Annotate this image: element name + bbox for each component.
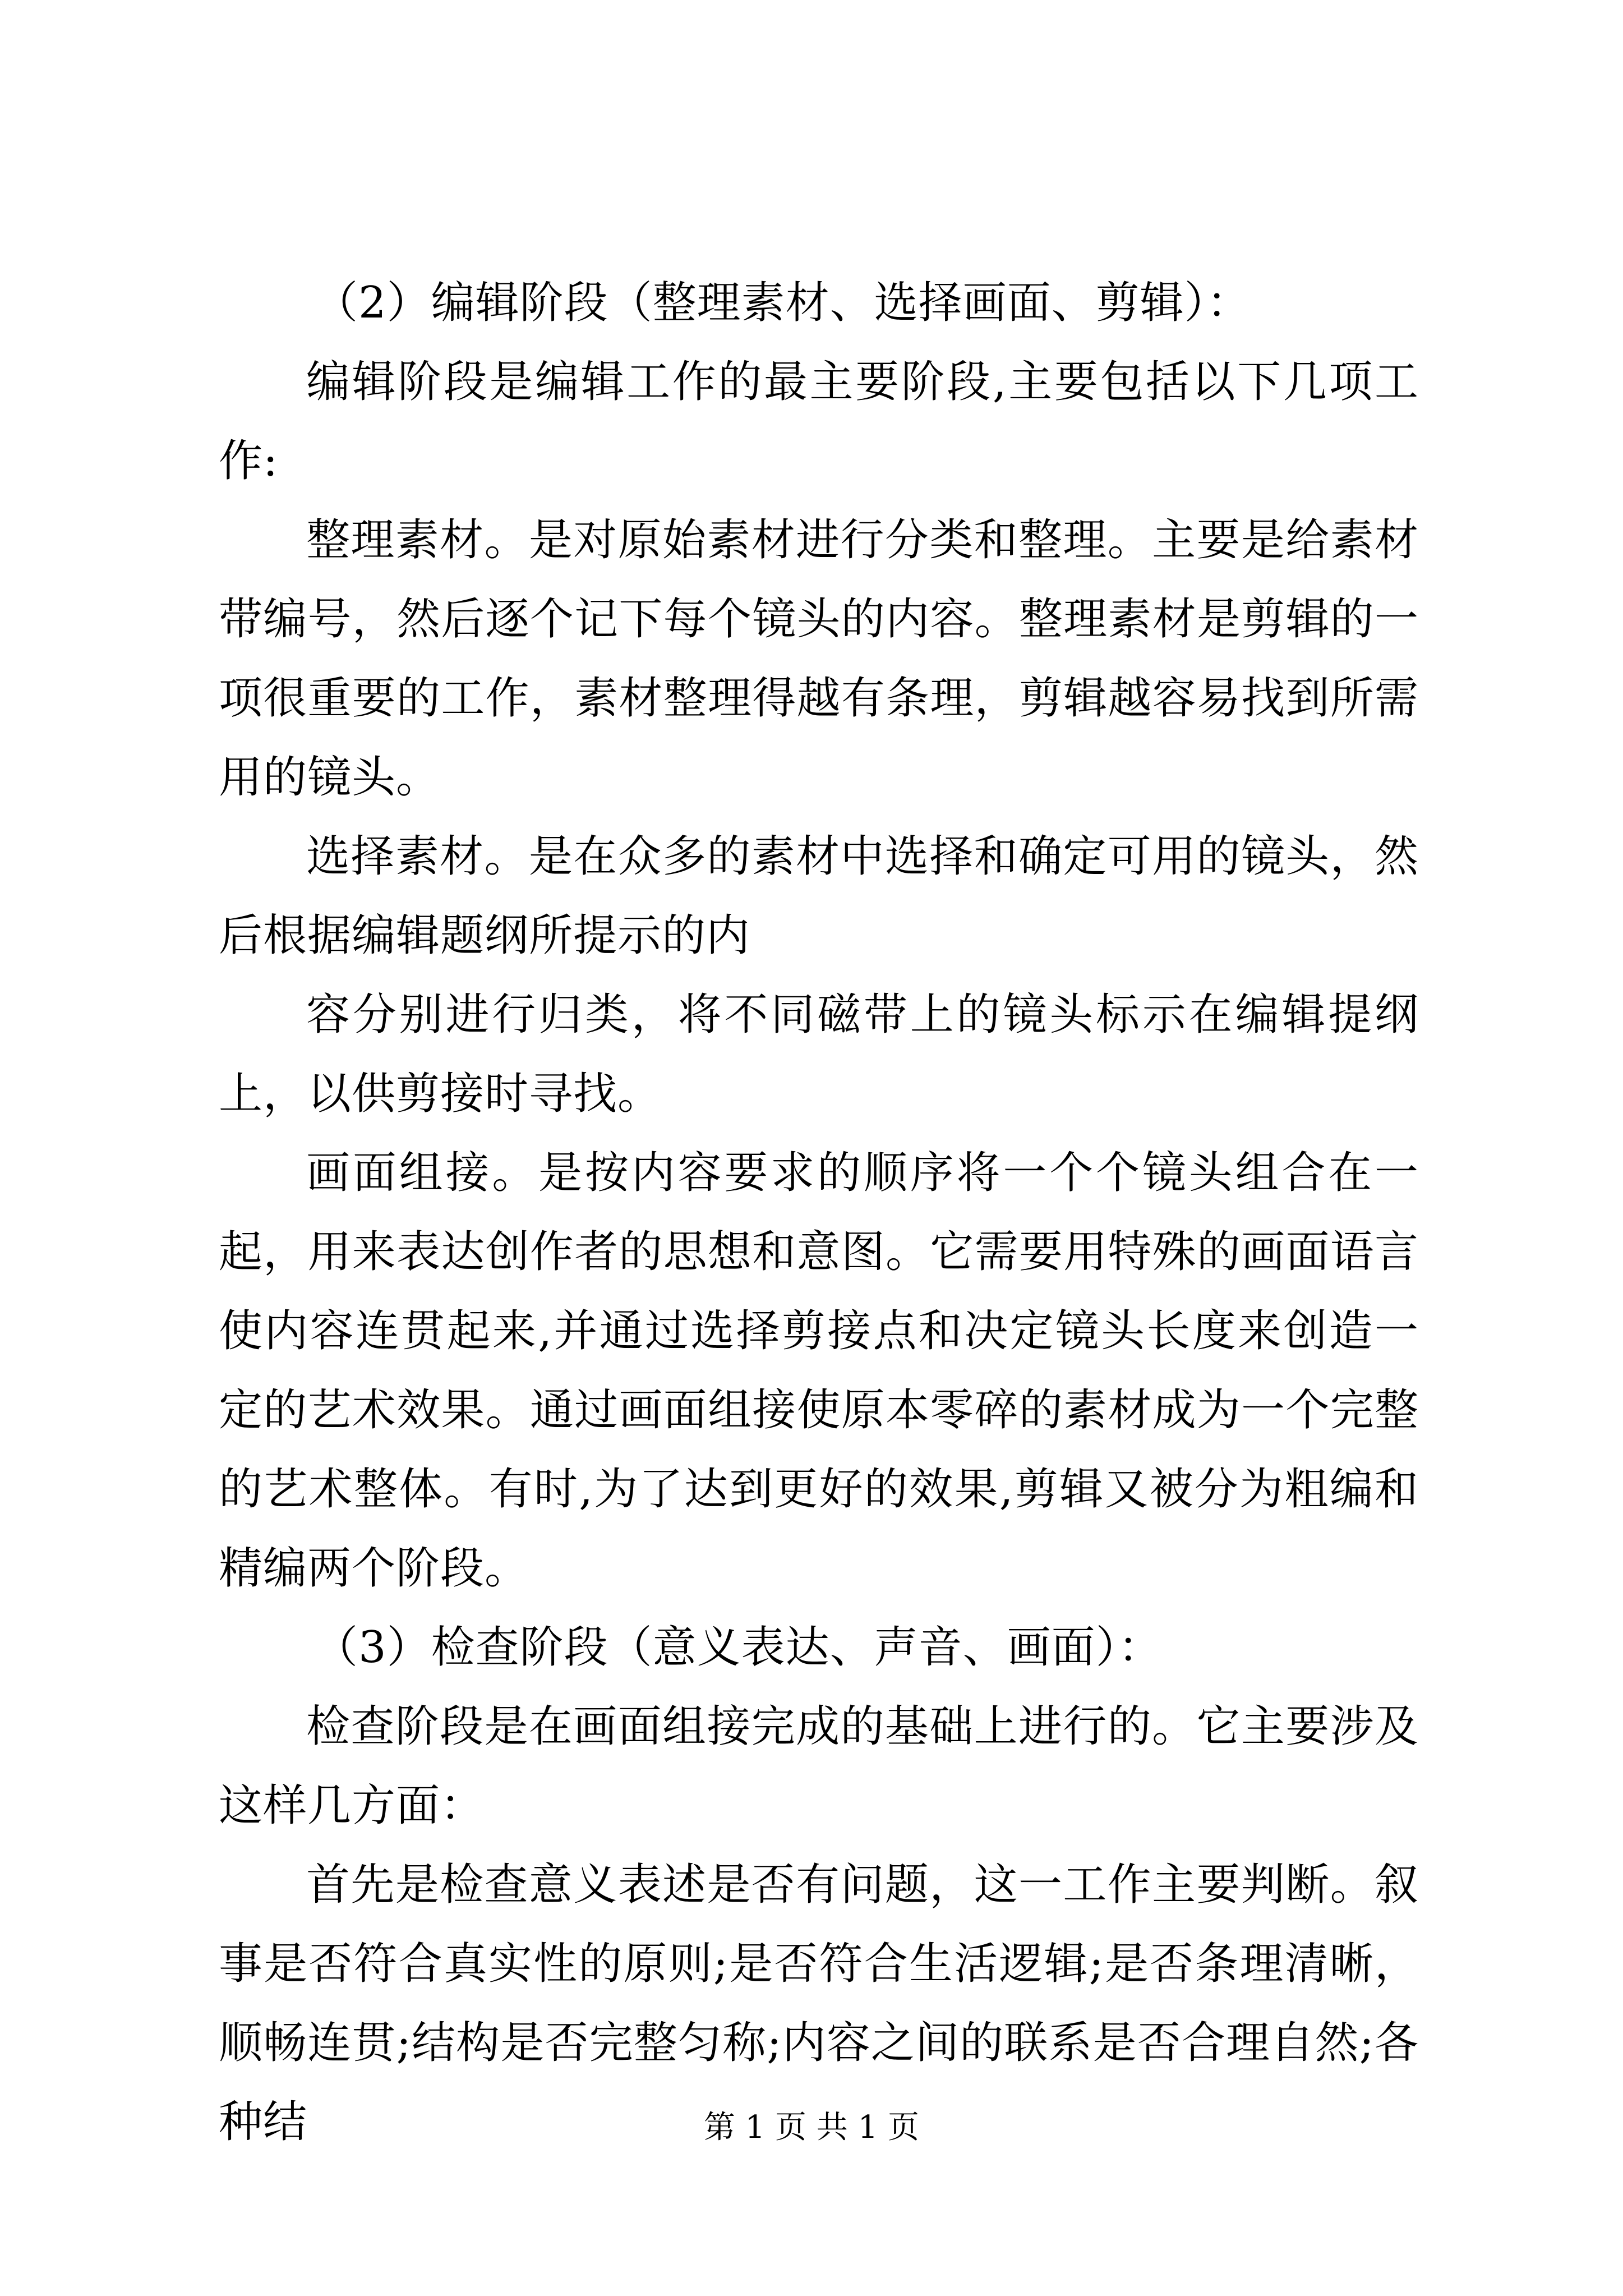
paragraph-editing-intro: 编辑阶段是编辑工作的最主要阶段,主要包括以下几项工作: [219,357,1419,486]
document-body [219,264,1419,2162]
paragraph-select-material: 选择素材。是在众多的素材中选择和确定可用的镜头，然后根据编辑题纲所提示的内 [219,831,1419,961]
paragraph-classify-material: 容分别进行归类，将不同磁带上的镜头标示在编辑提纲上，以供剪接时寻找。 [219,990,1419,1119]
paragraph-organize-material: 整理素材。是对原始素材进行分类和整理。主要是给素材带编号，然后逐个记下每个镜头的内容。整理素材是剪辑的一项很重要的工作，素材整理得越有条理，剪辑越容易找到所需用的镜头。 [219,515,1419,803]
paragraph-shot-assembly: 画面组接。是按内容要求的顺序将一个个镜头组合在一起，用来表达创作者的思想和意图。它需要用特殊的画面语言使内容连贯起来,并通过选择剪接点和决定镜头长度来创造一定的艺术效果。通过画面组接使原本零碎的素材成为一个完整的艺术整体。有时,为了达到更好的效果,剪辑又被分为粗编和精编两个阶段。 [219,1148,1419,1594]
paragraph-review-intro: 检查阶段是在画面组接完成的基础上进行的。它主要涉及这样几方面： [219,1701,1419,1831]
section-heading-editing: （2）编辑阶段（整理素材、选择画面、剪辑）： [314,278,1251,328]
page-footer: 第 1 页 共 1 页 [703,2109,920,2146]
section-heading-review: （3）检查阶段（意义表达、声音、画面）： [314,1622,1163,1673]
paragraph-review-meaning: 首先是检查意义表述是否有问题，这一工作主要判断。叙事是否符合真实性的原则;是否符合生活逻辑;是否条理清晰，顺畅连贯;结构是否完整匀称;内容之间的联系是否合理自然;各种结 [219,1860,1419,2147]
